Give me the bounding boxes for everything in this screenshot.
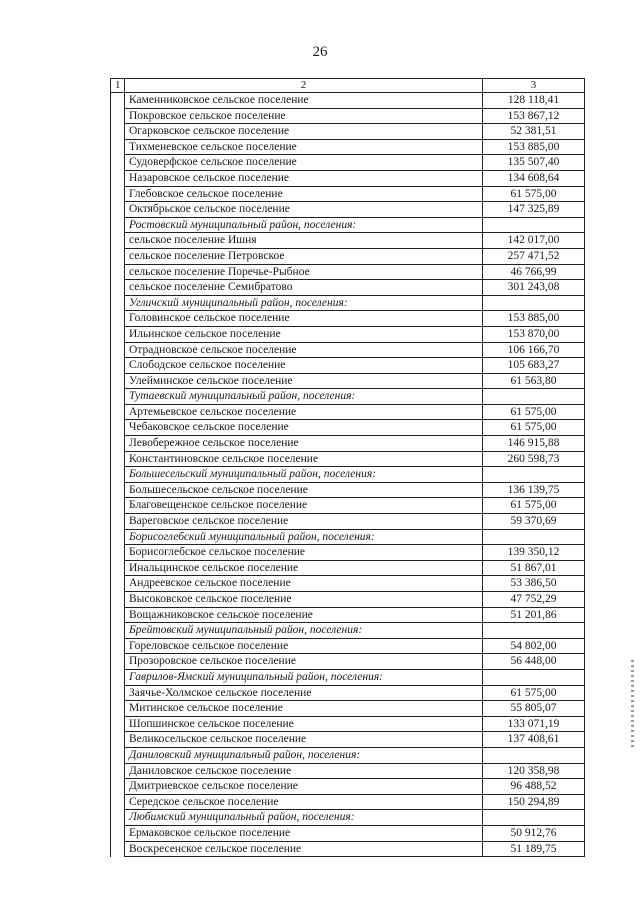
row-index-cell <box>111 638 125 654</box>
amount-value <box>483 623 585 639</box>
settlement-name: Андреевское сельское поселение <box>125 576 483 592</box>
row-index-cell <box>111 436 125 452</box>
amount-value <box>483 217 585 233</box>
table-row <box>111 779 585 795</box>
district-name: Любимский муниципальный район, поселения: <box>125 810 483 826</box>
table-row <box>111 482 585 498</box>
row-index-cell <box>111 404 125 420</box>
amount-value <box>483 295 585 311</box>
row-index-cell <box>111 451 125 467</box>
settlement-name: Воскресенское сельское поселение <box>125 841 483 857</box>
table-row <box>111 326 585 342</box>
amount-value: 105 683,27 <box>483 358 585 374</box>
settlement-name: Ильинское сельское поселение <box>125 326 483 342</box>
amount-value: 260 598,73 <box>483 451 585 467</box>
district-name: Брейтовский муниципальный район, поселения: <box>125 623 483 639</box>
district-row <box>111 295 585 311</box>
table-row <box>111 638 585 654</box>
header-col-1: 1 <box>111 79 125 93</box>
amount-value: 136 139,75 <box>483 482 585 498</box>
row-index-cell <box>111 217 125 233</box>
table-row <box>111 685 585 701</box>
row-index-cell <box>111 280 125 296</box>
table-row <box>111 124 585 140</box>
row-index-cell <box>111 623 125 639</box>
settlement-name: Прозоровское сельское поселение <box>125 654 483 670</box>
settlement-name: Дмитриевское сельское поселение <box>125 779 483 795</box>
amount-value: 61 563,80 <box>483 373 585 389</box>
amount-value: 59 370,69 <box>483 514 585 530</box>
row-index-cell <box>111 248 125 264</box>
row-index-cell <box>111 669 125 685</box>
row-index-cell <box>111 592 125 608</box>
settlement-name: Высоковское сельское поселение <box>125 592 483 608</box>
settlement-name: Инальцинское сельское поселение <box>125 560 483 576</box>
settlement-name: Назаровское сельское поселение <box>125 170 483 186</box>
amount-value: 61 575,00 <box>483 498 585 514</box>
row-index-cell <box>111 467 125 483</box>
district-name: Борисоглебский муниципальный район, поселения: <box>125 529 483 545</box>
table-row <box>111 841 585 857</box>
settlement-name: Огарковское сельское поселение <box>125 124 483 140</box>
district-name: Угличский муниципальный район, поселения: <box>125 295 483 311</box>
amount-value: 301 243,08 <box>483 280 585 296</box>
amount-value <box>483 529 585 545</box>
row-index-cell <box>111 545 125 561</box>
row-index-cell <box>111 295 125 311</box>
amount-value: 137 408,61 <box>483 732 585 748</box>
settlement-name: Шопшинское сельское поселение <box>125 716 483 732</box>
district-row <box>111 389 585 405</box>
row-index-cell <box>111 747 125 763</box>
table-row <box>111 592 585 608</box>
district-row <box>111 623 585 639</box>
row-index-cell <box>111 607 125 623</box>
amount-value <box>483 810 585 826</box>
settlement-name: сельское поселение Ишня <box>125 233 483 249</box>
table-row <box>111 420 585 436</box>
amount-value: 153 885,00 <box>483 311 585 327</box>
amount-value <box>483 669 585 685</box>
table-row <box>111 794 585 810</box>
amount-value: 153 867,12 <box>483 108 585 124</box>
row-index-cell <box>111 108 125 124</box>
settlement-name: Борисоглебское сельское поселение <box>125 545 483 561</box>
table-row <box>111 233 585 249</box>
table-row <box>111 732 585 748</box>
amount-value: 133 071,19 <box>483 716 585 732</box>
settlement-name: Благовещенское сельское поселение <box>125 498 483 514</box>
amount-value: 51 201,86 <box>483 607 585 623</box>
amount-value: 153 885,00 <box>483 139 585 155</box>
scan-edge-mark <box>631 660 634 750</box>
page-number: 26 <box>312 44 328 60</box>
table-row <box>111 108 585 124</box>
table-row <box>111 404 585 420</box>
settlement-name: Головинское сельское поселение <box>125 311 483 327</box>
amount-value: 52 381,51 <box>483 124 585 140</box>
table-row <box>111 560 585 576</box>
table-row <box>111 170 585 186</box>
settlement-name: Артемьевское сельское поселение <box>125 404 483 420</box>
amount-value <box>483 389 585 405</box>
row-index-cell <box>111 139 125 155</box>
settlement-name: Даниловское сельское поселение <box>125 763 483 779</box>
settlement-name: Вареговское сельское поселение <box>125 514 483 530</box>
amount-value: 134 608,64 <box>483 170 585 186</box>
settlement-name: Великосельское сельское поселение <box>125 732 483 748</box>
amount-value: 139 350,12 <box>483 545 585 561</box>
row-index-cell <box>111 342 125 358</box>
table-row <box>111 763 585 779</box>
row-index-cell <box>111 389 125 405</box>
row-index-cell <box>111 358 125 374</box>
table-row <box>111 654 585 670</box>
table-row <box>111 545 585 561</box>
district-row <box>111 669 585 685</box>
amount-value: 153 870,00 <box>483 326 585 342</box>
row-index-cell <box>111 124 125 140</box>
table-header-row <box>111 79 585 93</box>
amount-value: 50 912,76 <box>483 825 585 841</box>
district-row <box>111 747 585 763</box>
table-row <box>111 139 585 155</box>
amount-value: 47 752,29 <box>483 592 585 608</box>
amount-value: 53 386,50 <box>483 576 585 592</box>
settlement-name: Октябрьское сельское поселение <box>125 202 483 218</box>
settlement-name: сельское поселение Поречье-Рыбное <box>125 264 483 280</box>
table-row <box>111 358 585 374</box>
settlement-name: Ермаковское сельское поселение <box>125 825 483 841</box>
row-index-cell <box>111 482 125 498</box>
table-row <box>111 248 585 264</box>
row-index-cell <box>111 732 125 748</box>
amount-value: 257 471,52 <box>483 248 585 264</box>
amount-value: 54 802,00 <box>483 638 585 654</box>
row-index-cell <box>111 233 125 249</box>
settlement-name: Середское сельское поселение <box>125 794 483 810</box>
settlement-name: Вощажниковское сельское поселение <box>125 607 483 623</box>
amount-value: 56 448,00 <box>483 654 585 670</box>
district-name: Тутаевский муниципальный район, поселения: <box>125 389 483 405</box>
table-row <box>111 202 585 218</box>
amount-value: 142 017,00 <box>483 233 585 249</box>
table-row <box>111 607 585 623</box>
row-index-cell <box>111 701 125 717</box>
row-index-cell <box>111 716 125 732</box>
amount-value: 120 358,98 <box>483 763 585 779</box>
settlement-name: Каменниковское сельское поселение <box>125 93 483 109</box>
row-index-cell <box>111 373 125 389</box>
table-row <box>111 436 585 452</box>
settlement-name: Заячье-Холмское сельское поселение <box>125 685 483 701</box>
row-index-cell <box>111 202 125 218</box>
table-row <box>111 514 585 530</box>
row-index-cell <box>111 685 125 701</box>
table-row <box>111 498 585 514</box>
settlement-name: Глебовское сельское поселение <box>125 186 483 202</box>
settlement-name: Константиновское сельское поселение <box>125 451 483 467</box>
row-index-cell <box>111 498 125 514</box>
amount-value: 61 575,00 <box>483 685 585 701</box>
amount-value <box>483 467 585 483</box>
district-row <box>111 217 585 233</box>
settlement-name: Гореловское сельское поселение <box>125 638 483 654</box>
settlements-table <box>110 78 585 857</box>
amount-value: 61 575,00 <box>483 420 585 436</box>
table-row <box>111 342 585 358</box>
row-index-cell <box>111 264 125 280</box>
row-index-cell <box>111 529 125 545</box>
district-row <box>111 529 585 545</box>
table-row <box>111 373 585 389</box>
table-row <box>111 93 585 109</box>
row-index-cell <box>111 794 125 810</box>
settlement-name: Левобережное сельское поселение <box>125 436 483 452</box>
settlement-name: сельское поселение Семибратово <box>125 280 483 296</box>
table-row <box>111 155 585 171</box>
amount-value: 146 915,88 <box>483 436 585 452</box>
district-row <box>111 467 585 483</box>
table-row <box>111 716 585 732</box>
table-row <box>111 701 585 717</box>
row-index-cell <box>111 779 125 795</box>
table-row <box>111 264 585 280</box>
district-name: Ростовский муниципальный район, поселения: <box>125 217 483 233</box>
amount-value: 96 488,52 <box>483 779 585 795</box>
amount-value: 51 189,75 <box>483 841 585 857</box>
row-index-cell <box>111 763 125 779</box>
row-index-cell <box>111 155 125 171</box>
district-name: Даниловский муниципальный район, поселения: <box>125 747 483 763</box>
amount-value: 150 294,89 <box>483 794 585 810</box>
table-row <box>111 576 585 592</box>
district-row <box>111 810 585 826</box>
amount-value: 128 118,41 <box>483 93 585 109</box>
table-row <box>111 311 585 327</box>
row-index-cell <box>111 326 125 342</box>
row-index-cell <box>111 186 125 202</box>
table-row <box>111 451 585 467</box>
row-index-cell <box>111 420 125 436</box>
amount-value: 55 805,07 <box>483 701 585 717</box>
amount-value: 61 575,00 <box>483 186 585 202</box>
row-index-cell <box>111 810 125 826</box>
amount-value: 135 507,40 <box>483 155 585 171</box>
row-index-cell <box>111 825 125 841</box>
settlement-name: Судоверфское сельское поселение <box>125 155 483 171</box>
row-index-cell <box>111 311 125 327</box>
row-index-cell <box>111 93 125 109</box>
header-col-3: 3 <box>483 79 585 93</box>
table-row <box>111 280 585 296</box>
row-index-cell <box>111 170 125 186</box>
settlement-name: Отрадновское сельское поселение <box>125 342 483 358</box>
row-index-cell <box>111 654 125 670</box>
row-index-cell <box>111 841 125 857</box>
header-col-2: 2 <box>125 79 483 93</box>
district-name: Большесельский муниципальный район, поселения: <box>125 467 483 483</box>
row-index-cell <box>111 576 125 592</box>
settlement-name: Чебаковское сельское поселение <box>125 420 483 436</box>
settlement-name: Большесельское сельское поселение <box>125 482 483 498</box>
settlement-name: Митинское сельское поселение <box>125 701 483 717</box>
amount-value: 147 325,89 <box>483 202 585 218</box>
table-row <box>111 186 585 202</box>
settlement-name: сельское поселение Петровское <box>125 248 483 264</box>
amount-value: 61 575,00 <box>483 404 585 420</box>
amount-value: 46 766,99 <box>483 264 585 280</box>
row-index-cell <box>111 514 125 530</box>
amount-value: 51 867,01 <box>483 560 585 576</box>
amount-value <box>483 747 585 763</box>
row-index-cell <box>111 560 125 576</box>
settlement-name: Слободское сельское поселение <box>125 358 483 374</box>
district-name: Гаврилов-Ямский муниципальный район, поселения: <box>125 669 483 685</box>
settlement-name: Улейминское сельское поселение <box>125 373 483 389</box>
settlement-name: Покровское сельское поселение <box>125 108 483 124</box>
amount-value: 106 166,70 <box>483 342 585 358</box>
settlement-name: Тихменевское сельское поселение <box>125 139 483 155</box>
table-row <box>111 825 585 841</box>
